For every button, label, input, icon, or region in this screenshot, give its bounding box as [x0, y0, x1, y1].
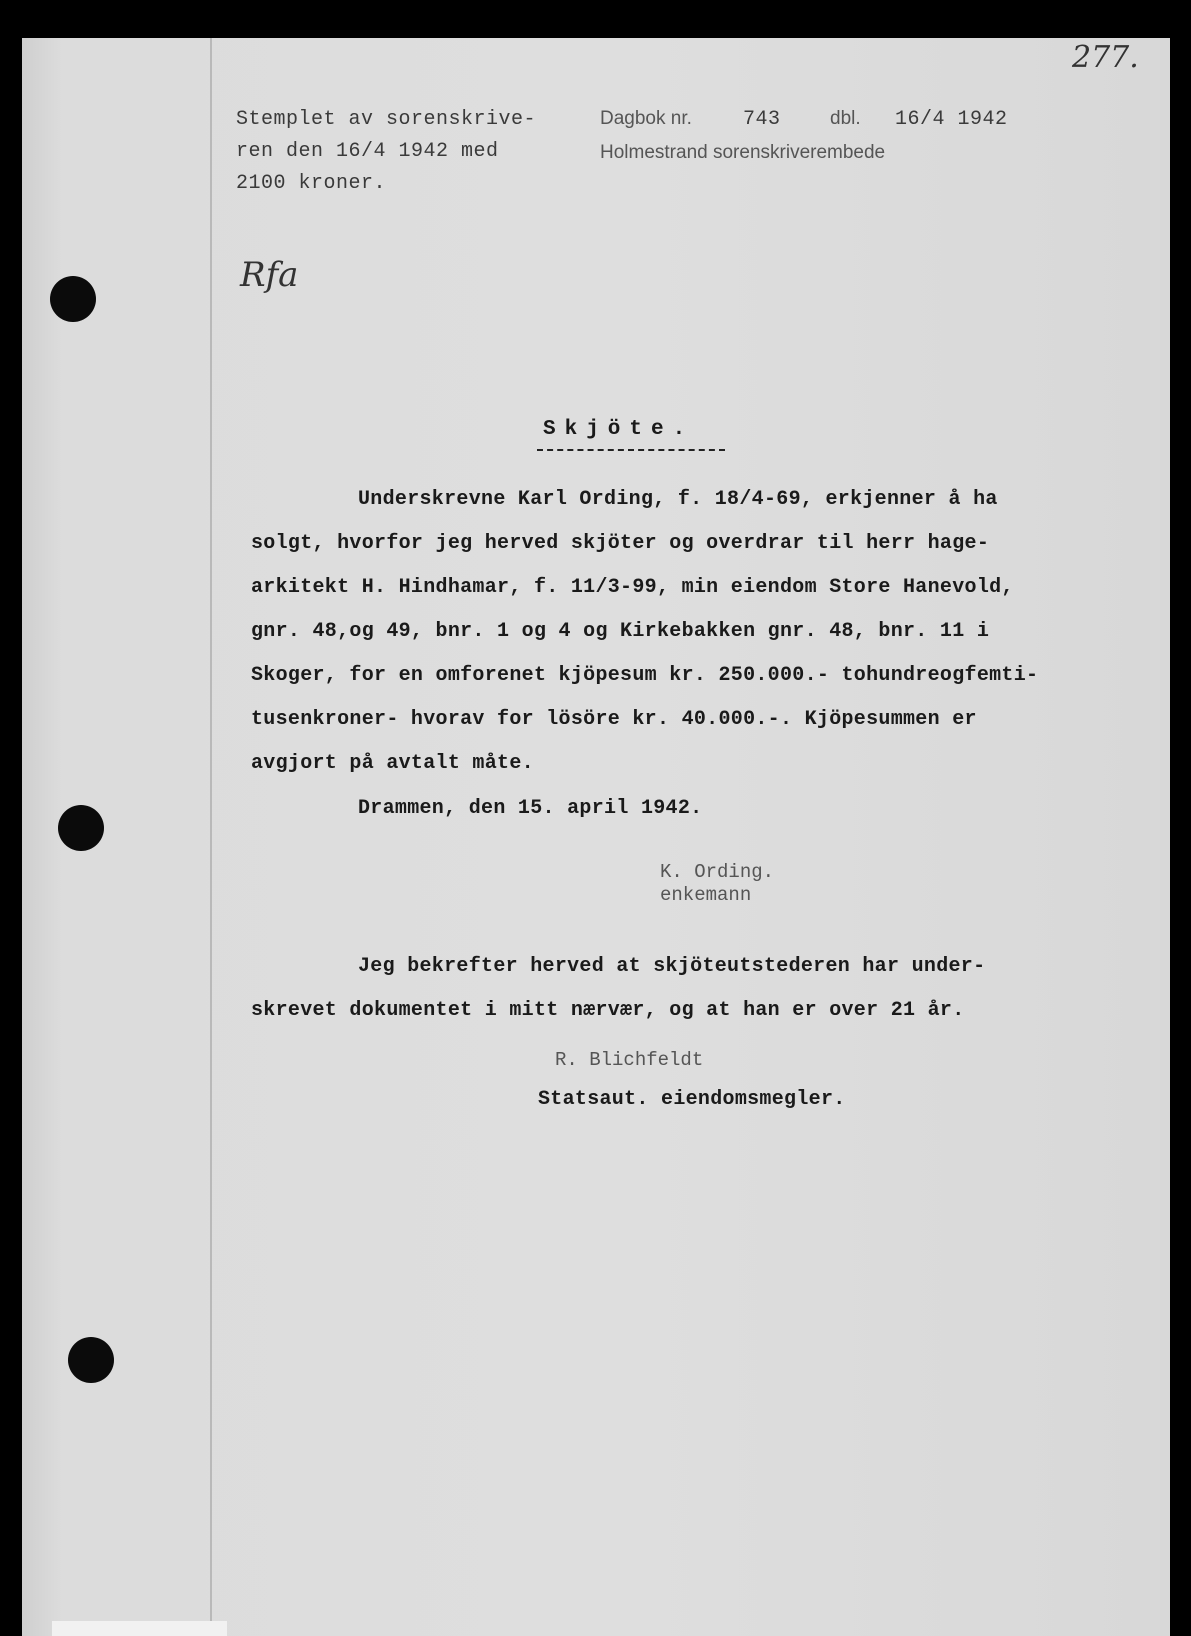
seller-signature-title: enkemann	[660, 884, 752, 906]
document-page	[22, 38, 1170, 1636]
punch-hole	[68, 1337, 114, 1383]
confirmation-line: skrevet dokumentet i mitt nærvær, og at han er over 21 år.	[251, 999, 965, 1022]
paper-slip	[52, 1621, 227, 1636]
dagbok-number: 743	[743, 108, 781, 131]
document-title: Skjöte.	[543, 418, 695, 441]
page-number: 277.	[1072, 40, 1139, 75]
confirmation-line: Jeg bekrefter herved at skjöteutstederen har under-	[358, 955, 986, 978]
body-line: avgjort på avtalt måte.	[251, 752, 534, 775]
witness-signature-name: R. Blichfeldt	[555, 1049, 704, 1071]
body-line: tusenkroner- hvorav for lösöre kr. 40.000.-. Kjöpesummen er	[251, 708, 977, 731]
witness-signature-title: Statsaut. eiendomsmegler.	[538, 1088, 846, 1111]
dagbok-office: Holmestrand sorenskriverembede	[600, 142, 886, 163]
dagbok-label: Dagbok nr.	[600, 108, 692, 129]
initials: Rfa	[240, 255, 299, 295]
stamp-line-3: 2100 kroner.	[236, 172, 387, 195]
punch-hole	[58, 805, 104, 851]
margin-line	[210, 38, 212, 1636]
seller-signature-name: K. Ording.	[660, 861, 775, 883]
title-underline	[537, 449, 725, 451]
dagbok-date: 16/4 1942	[895, 108, 1008, 131]
dagbok-dbl: dbl.	[830, 108, 861, 129]
body-line: Skoger, for en omforenet kjöpesum kr. 250.000.- tohundreogfemti-	[251, 664, 1039, 687]
body-line: arkitekt H. Hindhamar, f. 11/3-99, min eiendom Store Hanevold,	[251, 576, 1014, 599]
stamp-line-1: Stemplet av sorenskrive-	[236, 108, 537, 131]
stamp-line-2: ren den 16/4 1942 med	[236, 140, 499, 163]
body-line: gnr. 48,og 49, bnr. 1 og 4 og Kirkebakken gnr. 48, bnr. 11 i	[251, 620, 990, 643]
place-date: Drammen, den 15. april 1942.	[358, 797, 703, 820]
body-line: solgt, hvorfor jeg herved skjöter og overdrar til herr hage-	[251, 532, 990, 555]
body-line: Underskrevne Karl Ording, f. 18/4-69, erkjenner å ha	[358, 488, 998, 511]
punch-hole	[50, 276, 96, 322]
